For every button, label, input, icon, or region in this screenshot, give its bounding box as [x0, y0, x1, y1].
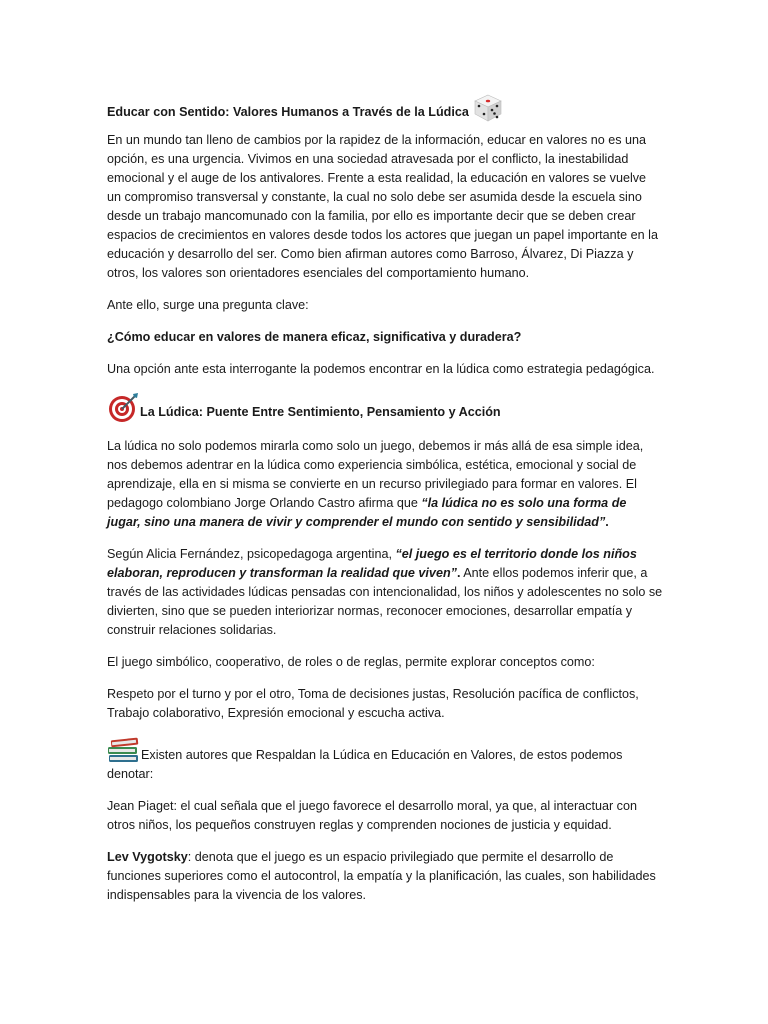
vygotsky-name: Lev Vygotsky [107, 850, 188, 864]
authors-heading [107, 736, 663, 784]
castro-quote-end: . [605, 515, 609, 529]
symbolic-play-paragraph: El juego simbólico, cooperativo, de roles o de reglas, permite explorar conceptos como: [107, 655, 595, 669]
key-question: ¿Cómo educar en valores de manera eficaz, significativa y duradera? [107, 330, 522, 344]
castro-quote: “la lúdica no es solo una forma de jugar, sino una manera de vivir y comprender el mundo con sentido y sensibilidad” [107, 496, 627, 529]
concepts-paragraph: Respeto por el turno y por el otro, Toma de decisiones justas, Resolución pacífica de conflictos, Trabajo colaborativo, Expresión emocional y escucha activa. [107, 687, 639, 720]
ludica-paragraph [107, 437, 663, 532]
document-body [107, 93, 663, 918]
ludica-option-paragraph: Una opción ante esta interrogante la podemos encontrar en la lúdica como estrategia pedagógica. [107, 362, 655, 376]
vygotsky-paragraph [107, 848, 663, 905]
fernandez-paragraph-text: Según Alicia Fernández, psicopedagoga argentina, [107, 547, 396, 561]
intro-paragraph: En un mundo tan lleno de cambios por la rapidez de la información, educar en valores no es una opción, es una urgencia. Vivimos en una sociedad atravesada por el conflicto, la inestabilidad emocional y el auge de los antivalores. Frente a esta realidad, la educación en valores se vuelve un compromiso transversal y constante, la cual no solo debe ser asumida desde la escuela sino desde un trabajo mancomunado con la familia, por ello es importante decir que se deben crear espacios de crecimientos en valores desde todos los actores que juegan un papel importante en la educación y desarrollo del ser. Como bien afirman autores como Barroso, Álvarez, Di Piazza y otros, los valores son orientadores esenciales del comportamiento humano. [107, 133, 658, 280]
fernandez-quote-end: . [456, 566, 461, 580]
fernandez-quote: “el juego es el territorio donde los niños elaboran, reproducen y transforman la realidad que viven” [107, 547, 637, 580]
fernandez-paragraph [107, 545, 663, 640]
vygotsky-text: : denota que el juego es un espacio privilegiado que permite el desarrollo de funciones superiores como el autocontrol, la empatía y la planificación, las cuales, son habilidades indispensables para la vivencia de los valores. [107, 850, 656, 902]
fernandez-paragraph-rest: Ante ellos podemos inferir que, a través de las actividades lúdicas pensadas con intencionalidad, los niños y adolescentes no solo se divierten, sino que se pueden interiorizar normas, reconocer emociones, desarrollar empatía y construir relaciones solidarias. [107, 566, 663, 637]
section-heading-ludica [107, 392, 663, 424]
question-lead-paragraph: Ante ello, surge una pregunta clave: [107, 298, 309, 312]
piaget-paragraph: Jean Piaget: el cual señala que el juego favorece el desarrollo moral, ya que, al interactuar con otros niños, los pequeños construyen reglas y comprenden nociones de justicia y equidad. [107, 799, 637, 832]
ludica-paragraph-text: La lúdica no solo podemos mirarla como solo un juego, debemos ir más allá de esa simple idea, nos debemos adentrar en la lúdica como experiencia simbólica, estética, emocional y social de aprendizaje, ella en si misma se convierte en un recurso privilegiado para formar en valores. El pedagogo colombiano Jorge Orlando Castro afirma que [107, 439, 644, 510]
target-icon [107, 392, 139, 424]
document-title: Educar con Sentido: Valores Humanos a Través de la Lúdica [107, 105, 469, 119]
books-icon [107, 736, 140, 764]
document-title-line [107, 93, 663, 123]
dice-icon [473, 93, 503, 123]
section-heading-text: La Lúdica: Puente Entre Sentimiento, Pensamiento y Acción [140, 405, 501, 419]
authors-heading-text: Existen autores que Respaldan la Lúdica en Educación en Valores, de estos podemos denotar: [107, 748, 623, 781]
